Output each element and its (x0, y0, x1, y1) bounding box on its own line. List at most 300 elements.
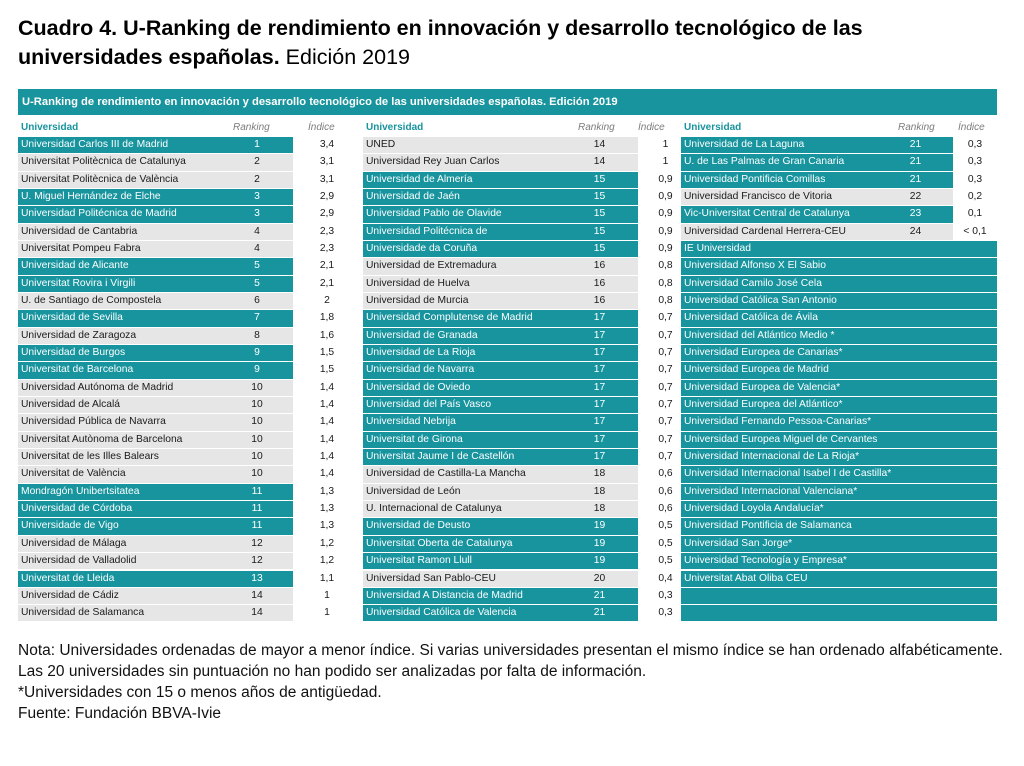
index-value (953, 380, 997, 396)
ranking-value: 10 (251, 451, 263, 463)
header-university: Universidad (684, 122, 742, 133)
university-name: Universidad de Deusto (366, 520, 471, 532)
index-value: 0,8 (638, 258, 693, 274)
table-row (363, 310, 693, 326)
table-row (18, 224, 361, 240)
ranking-value: 16 (593, 260, 606, 272)
table-row (681, 258, 997, 274)
university-name: Universidad de Castilla-La Mancha (366, 468, 526, 480)
ranking-value: 19 (593, 555, 606, 567)
university-name: Universidad de Alicante (21, 260, 129, 272)
university-name: Universidad de Burgos (21, 347, 126, 359)
university-name: Universidad Católica San Antonio (684, 295, 837, 307)
university-name: U. Miguel Hernández de Elche (21, 191, 161, 203)
ranking-value: 17 (593, 312, 606, 324)
university-name: Universidad Francisco de Vitoria (684, 191, 833, 203)
university-name: Universidad Politécnica de Madrid (21, 208, 177, 220)
table-row (681, 484, 997, 500)
ranking-value: 18 (593, 485, 606, 497)
index-value: 2 (293, 293, 361, 309)
university-name: Universitat de Barcelona (21, 364, 134, 376)
university-name: Universidade de Vigo (21, 520, 119, 532)
ranking-value: 17 (593, 416, 606, 428)
ranking-value: 2 (254, 173, 260, 185)
table-row (681, 276, 997, 292)
university-name: Universidad de Jaén (366, 191, 460, 203)
university-name: IE Universidad (684, 243, 751, 255)
table-row (681, 172, 997, 188)
index-value: 0,5 (638, 536, 693, 552)
ranking-value: 17 (593, 451, 606, 463)
university-name: Universidad de Alcalá (21, 399, 121, 411)
university-name: Universidad Europea de Valencia* (684, 381, 841, 393)
university-name: Universitat de Girona (366, 433, 463, 445)
index-value: 1,6 (293, 328, 361, 344)
university-name: Universidad A Distancia de Madrid (366, 589, 523, 601)
university-name: Universidad de Zaragoza (21, 329, 137, 341)
university-name: Universidad de Sevilla (21, 312, 123, 324)
note-source: Fuente: Fundación BBVA-Ivie (18, 705, 222, 722)
index-value: 1 (293, 605, 361, 621)
ranking-value: 13 (251, 572, 263, 584)
header-index: Índice (638, 122, 665, 133)
index-value: 0,6 (638, 466, 693, 482)
university-name: Universidad Pontificia Comillas (684, 173, 826, 185)
page-title (18, 14, 1008, 72)
university-name: Universidad Europea de Canarias* (684, 347, 843, 359)
university-name: Universidad de Oviedo (366, 381, 471, 393)
ranking-value: 9 (254, 347, 260, 359)
index-value: 2,3 (293, 224, 361, 240)
ranking-value: 14 (593, 139, 606, 150)
university-name: Universitat de les Illes Balears (21, 451, 159, 463)
index-value: 1,4 (293, 449, 361, 465)
university-name: Universidad Nebrija (366, 416, 456, 428)
ranking-value: 21 (593, 607, 606, 619)
table-row (363, 605, 693, 621)
table-row (681, 571, 997, 587)
university-name: Universidad de Valladolid (21, 555, 137, 567)
table-row (18, 362, 361, 378)
note-footnote: *Universidades con 15 o menos años de antigüedad. (18, 684, 382, 701)
index-value (953, 432, 997, 448)
index-value: 0,9 (638, 241, 693, 257)
table-row (18, 588, 361, 604)
ranking-value: 12 (251, 537, 263, 549)
table-row (363, 571, 693, 587)
university-name: Universidad Cardenal Herrera-CEU (684, 225, 846, 237)
university-name: Universidad Pablo de Olavide (366, 208, 502, 220)
ranking-value: 9 (254, 364, 260, 376)
table-row (363, 362, 693, 378)
index-value (953, 241, 997, 257)
index-value: 0,1 (953, 206, 997, 222)
index-value: 1,4 (293, 466, 361, 482)
note-text: Nota: Universidades ordenadas de mayor a menor índice. Si varias universidades presentan el mismo índice se han ordenado alfabéticamente. Las 20 universidades sin puntuación no han podido ser analizadas por falta de información. (18, 642, 1003, 680)
ranking-value: 23 (909, 208, 922, 220)
university-name: Universidad de Murcia (366, 295, 469, 307)
university-name: Universidad Carlos III de Madrid (21, 139, 169, 150)
university-name: Universidad Europea de Madrid (684, 364, 829, 376)
index-value: 0,5 (638, 553, 693, 569)
index-value: 0,7 (638, 397, 693, 413)
index-value: 0,9 (638, 224, 693, 240)
university-name: Universidad Católica de Valencia (366, 607, 517, 619)
table-row (681, 605, 997, 621)
table-row (681, 137, 997, 153)
table-row (363, 553, 693, 569)
table-row (363, 137, 693, 153)
university-name: Universidad de Salamanca (21, 607, 145, 619)
ranking-value: 21 (593, 589, 606, 601)
index-value: 0,5 (638, 518, 693, 534)
table-row (363, 588, 693, 604)
ranking-value: 1 (254, 139, 260, 150)
table-row (18, 380, 361, 396)
university-name: Universidad San Pablo-CEU (366, 572, 496, 584)
index-value (953, 345, 997, 361)
university-name: Universidad Católica de Ávila (684, 312, 818, 324)
university-name: Universidade da Coruña (366, 243, 478, 255)
table-row (681, 345, 997, 361)
table-row (18, 553, 361, 569)
ranking-value: 19 (593, 520, 606, 532)
index-value: 1,3 (293, 518, 361, 534)
university-name: Universidad Tecnología y Empresa* (684, 555, 847, 567)
index-value: 3,1 (293, 172, 361, 188)
index-value: 2,1 (293, 276, 361, 292)
table-row (681, 501, 997, 517)
table-row (363, 154, 693, 170)
ranking-value: 5 (254, 260, 260, 272)
university-name: Universitat Ramon Llull (366, 555, 472, 567)
ranking-value: 3 (254, 191, 260, 203)
ranking-value: 18 (593, 503, 606, 515)
university-name: Universidad Politécnica de (366, 225, 488, 237)
university-name: Universidad de Cádiz (21, 589, 119, 601)
ranking-value: 4 (254, 243, 260, 255)
index-value: 0,7 (638, 310, 693, 326)
ranking-value: 18 (593, 468, 606, 480)
index-value: 0,7 (638, 345, 693, 361)
index-value: 1,1 (293, 571, 361, 587)
title-edition: Edición 2019 (279, 45, 410, 69)
table-row (681, 189, 997, 205)
ranking-value: 14 (251, 589, 263, 601)
table-row (18, 241, 361, 257)
ranking-value: 21 (909, 156, 922, 168)
index-value: 0,2 (953, 189, 997, 205)
index-value (953, 414, 997, 430)
index-value: 1,4 (293, 414, 361, 430)
ranking-value: 2 (254, 156, 260, 168)
table-row (363, 466, 693, 482)
university-name: Universidad Complutense de Madrid (366, 312, 533, 324)
table-row (681, 241, 997, 257)
table-row (681, 553, 997, 569)
index-value: 0,7 (638, 432, 693, 448)
table-row (681, 449, 997, 465)
ranking-value: 15 (593, 208, 606, 220)
university-name: U. de Santiago de Compostela (21, 295, 162, 307)
index-value: 2,9 (293, 189, 361, 205)
university-name: Universidad San Jorge* (684, 537, 793, 549)
table-row (18, 484, 361, 500)
index-value: 0,4 (638, 571, 693, 587)
university-name: Universidad de Granada (366, 329, 478, 341)
index-value (953, 449, 997, 465)
table-row (363, 206, 693, 222)
ranking-value: 15 (593, 173, 606, 185)
header-university: Universidad (21, 122, 79, 133)
ranking-value: 4 (254, 225, 260, 237)
table-row (363, 189, 693, 205)
university-name: Universitat de Lleida (21, 572, 115, 584)
university-name: Universidad de Córdoba (21, 503, 133, 515)
university-name: Universidad Camilo José Cela (684, 277, 822, 289)
table-row (363, 518, 693, 534)
index-value: 1,3 (293, 484, 361, 500)
header-ranking: Ranking (233, 122, 270, 133)
table-row (363, 258, 693, 274)
university-name: Universitat Autònoma de Barcelona (21, 433, 183, 445)
index-value (953, 293, 997, 309)
table-row (363, 397, 693, 413)
university-name: Universidad Pública de Navarra (21, 416, 166, 428)
university-name: Universidad de Málaga (21, 537, 127, 549)
university-name: Universidad de Extremadura (366, 260, 497, 272)
index-value: 1,5 (293, 345, 361, 361)
ranking-value: 11 (251, 503, 263, 515)
ranking-value: 10 (251, 433, 263, 445)
table-row (363, 172, 693, 188)
table-row (18, 432, 361, 448)
table-row (18, 276, 361, 292)
index-value: 1 (638, 154, 693, 170)
index-value: 0,7 (638, 414, 693, 430)
table-row (363, 501, 693, 517)
ranking-value: 3 (254, 208, 260, 220)
university-name: Universidad Autónoma de Madrid (21, 381, 174, 393)
table-row (18, 501, 361, 517)
table-row (681, 432, 997, 448)
ranking-value: 20 (593, 572, 606, 584)
ranking-value: 17 (593, 433, 606, 445)
table-row (363, 536, 693, 552)
table-row (681, 397, 997, 413)
index-value: 1,4 (293, 432, 361, 448)
table-banner: U-Ranking de rendimiento en innovación y desarrollo tecnológico de las universidades españolas. Edición 2019 (18, 89, 997, 115)
index-value: 1,2 (293, 553, 361, 569)
index-value: 0,3 (953, 137, 997, 153)
index-value: 1,2 (293, 536, 361, 552)
university-name: Universidad Fernando Pessoa-Canarias* (684, 416, 872, 428)
ranking-value: 10 (251, 468, 263, 480)
ranking-value: 21 (909, 173, 922, 185)
table-row (363, 241, 693, 257)
table-row (18, 536, 361, 552)
university-name: Universidad Internacional de La Rioja* (684, 451, 860, 463)
ranking-value: 21 (909, 139, 922, 150)
table-row (18, 397, 361, 413)
ranking-value: 17 (593, 329, 606, 341)
index-value (953, 328, 997, 344)
table-row (18, 137, 361, 153)
index-value (953, 501, 997, 517)
university-name: Universidad de León (366, 485, 461, 497)
ranking-value: 17 (593, 399, 606, 411)
table-row (18, 206, 361, 222)
ranking-value: 5 (254, 277, 260, 289)
index-value: 0,3 (638, 588, 693, 604)
table-row (363, 224, 693, 240)
index-value (953, 553, 997, 569)
index-value: 0,7 (638, 362, 693, 378)
ranking-value: 16 (593, 295, 606, 307)
university-name: Universitat Politècnica de Catalunya (21, 156, 186, 168)
table-row (681, 380, 997, 396)
index-value (953, 588, 997, 604)
ranking-value: 7 (254, 312, 260, 324)
university-name: Universitat Politècnica de València (21, 173, 179, 185)
table-row (681, 362, 997, 378)
ranking-value: 19 (593, 537, 606, 549)
index-value: 1,8 (293, 310, 361, 326)
ranking-value: 11 (251, 485, 263, 497)
table-row (681, 518, 997, 534)
header-university: Universidad (366, 122, 424, 133)
index-value (953, 484, 997, 500)
table-row (18, 449, 361, 465)
index-value (953, 571, 997, 587)
index-value (953, 310, 997, 326)
university-name: Universidad Pontificia de Salamanca (684, 520, 852, 532)
index-value (953, 605, 997, 621)
ranking-value: 15 (593, 191, 606, 203)
university-name: Universitat Pompeu Fabra (21, 243, 141, 255)
table-row (363, 432, 693, 448)
university-name: Mondragón Unibertsitatea (21, 485, 140, 497)
index-value: 1,5 (293, 362, 361, 378)
ranking-value: 10 (251, 416, 263, 428)
table-row (363, 449, 693, 465)
university-name: Universitat Oberta de Catalunya (366, 537, 513, 549)
index-value: 0,7 (638, 328, 693, 344)
table-row (681, 206, 997, 222)
table-row (18, 466, 361, 482)
ranking-value: 8 (254, 329, 260, 341)
university-name: Universidad Rey Juan Carlos (366, 156, 500, 168)
university-name: Universidad de Cantabria (21, 225, 138, 237)
university-name: UNED (366, 139, 396, 150)
ranking-value: 15 (593, 243, 606, 255)
header-ranking: Ranking (898, 122, 935, 133)
university-name: Universidad de Navarra (366, 364, 475, 376)
university-name: Universidad de Almería (366, 173, 473, 185)
university-name: Universidad del Atlántico Medio * (684, 329, 835, 341)
index-value (953, 466, 997, 482)
index-value: 0,8 (638, 293, 693, 309)
index-value: 0,7 (638, 380, 693, 396)
index-value: 0,9 (638, 189, 693, 205)
table-row (363, 276, 693, 292)
header-index: Índice (958, 122, 985, 133)
university-name: Universidad Loyola Andalucía* (684, 503, 824, 515)
index-value: 0,9 (638, 206, 693, 222)
index-value (953, 362, 997, 378)
index-value: 0,9 (638, 172, 693, 188)
ranking-value: 14 (593, 156, 606, 168)
ranking-value: 12 (251, 555, 263, 567)
table-row (681, 293, 997, 309)
ranking-value: 17 (593, 347, 606, 359)
table-row (681, 310, 997, 326)
university-name: U. de Las Palmas de Gran Canaria (684, 156, 845, 168)
index-value: 0,3 (953, 172, 997, 188)
university-name: Universidad del País Vasco (366, 399, 492, 411)
table-row (681, 536, 997, 552)
university-name: Universidad Internacional Valenciana* (684, 485, 858, 497)
index-value: 2,1 (293, 258, 361, 274)
table-row (363, 345, 693, 361)
index-value: 0,6 (638, 484, 693, 500)
university-name: Universitat de València (21, 468, 126, 480)
index-value: 1 (293, 588, 361, 604)
ranking-value: 17 (593, 381, 606, 393)
index-value: 0,8 (638, 276, 693, 292)
table-row (681, 328, 997, 344)
ranking-value: 6 (254, 295, 260, 307)
ranking-value: 11 (251, 520, 263, 532)
index-value: < 0,1 (953, 224, 997, 240)
index-value: 3,1 (293, 154, 361, 170)
table-row (18, 154, 361, 170)
university-name: Universidad de La Laguna (684, 139, 805, 150)
index-value: 0,6 (638, 501, 693, 517)
table-row (681, 154, 997, 170)
table-row (18, 258, 361, 274)
table-row (681, 466, 997, 482)
university-name: Universitat Jaume I de Castellón (366, 451, 515, 463)
table-row (18, 189, 361, 205)
university-name: Universidad de La Rioja (366, 347, 476, 359)
index-value: 3,4 (293, 137, 361, 153)
notes (18, 640, 1008, 724)
table-row (18, 414, 361, 430)
table-row (18, 571, 361, 587)
table-row (681, 414, 997, 430)
ranking-value: 15 (593, 225, 606, 237)
index-value: 0,7 (638, 449, 693, 465)
university-name: Universidad Internacional Isabel I de Castilla* (684, 468, 892, 480)
index-value: 0,3 (953, 154, 997, 170)
index-value: 0,3 (638, 605, 693, 621)
ranking-table (18, 89, 997, 622)
ranking-value: 10 (251, 399, 263, 411)
university-name: U. Internacional de Catalunya (366, 503, 502, 515)
university-name: Universitat Rovira i Virgili (21, 277, 136, 289)
university-name: Universidad Europea Miguel de Cervantes (684, 433, 878, 445)
table-row (18, 328, 361, 344)
index-value: 1,3 (293, 501, 361, 517)
university-name: Universitat Abat Oliba CEU (684, 572, 808, 584)
university-name: Universidad Europea del Atlántico* (684, 399, 843, 411)
ranking-value: 24 (909, 225, 922, 237)
ranking-value: 14 (251, 607, 263, 619)
table-row (363, 328, 693, 344)
table-row (363, 380, 693, 396)
ranking-value: 10 (251, 381, 263, 393)
